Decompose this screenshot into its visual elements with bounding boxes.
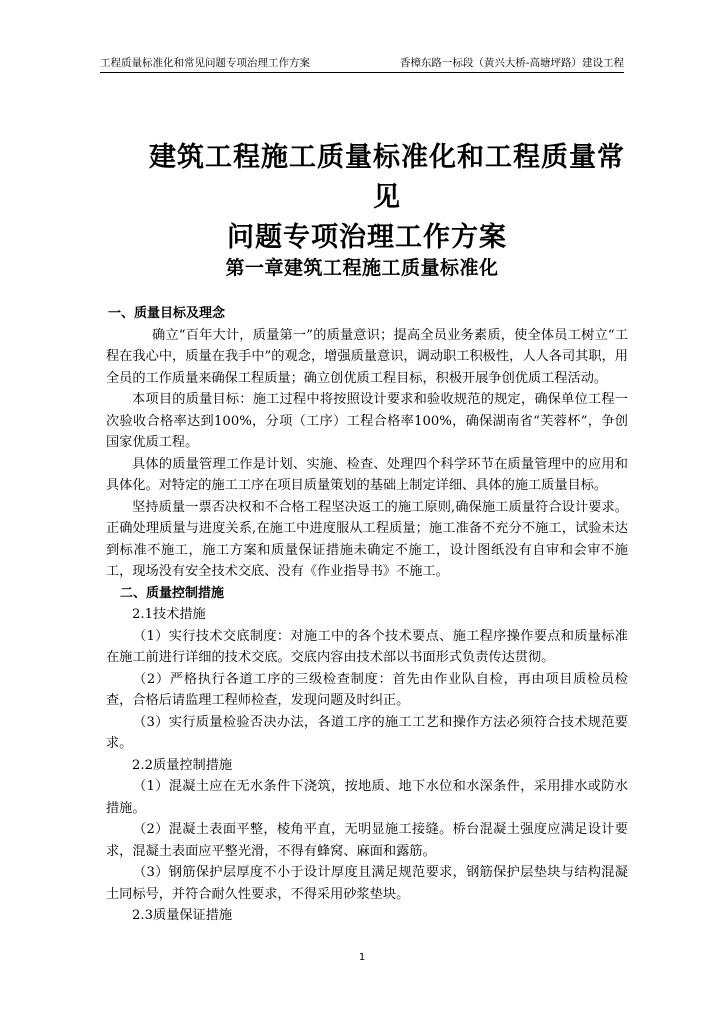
paragraph: （1）混凝土应在无水条件下浇筑，按地质、地下水位和水深条件，采用排水或防水措施。 [106, 779, 628, 816]
section-heading-2: 二、质量控制措施 [120, 585, 225, 601]
subsection-heading: 2.3质量保证措施 [132, 908, 233, 923]
title-line-1: 建筑工程施工质量标准化和工程质量常见 [149, 142, 625, 213]
page-header [100, 50, 624, 73]
section-heading-1: 一、质量目标及理念 [108, 306, 226, 321]
paragraph: （3）实行质量检验否决办法，各道工序的施工工艺和操作方法必须符合技术规范要求。 [106, 714, 628, 751]
document-title [100, 138, 634, 258]
title-line-2: 问题专项治理工作方案 [227, 222, 507, 253]
paragraph: （3）钢筋保护层厚度不小于设计厚度且满足规范要求，钢筋保护层垫块与结构混凝土同标号，并符合耐久性要求，不得采用砂浆垫块。 [106, 865, 628, 902]
paragraph: （2）严格执行各道工序的三级检查制度：首先由作业队自检，再由项目质检员检查，合格后请监理工程师检查，发现问题及时纠正。 [106, 671, 628, 708]
paragraph: （2）混凝土表面平整，棱角平直，无明显施工接缝。桥台混凝土强度应满足设计要求，混凝土表面应平整光滑，不得有蜂窝、麻面和露筋。 [106, 822, 628, 859]
paragraph: 具体的质量管理工作是计划、实施、检查、处理四个科学环节在质量管理中的应用和具体化。对特定的施工工序在项目质量策划的基础上制定详细、具体的施工质量目标。 [106, 456, 628, 493]
header-right-text: 香樟东路一标段（黄兴大桥-高塘坪路）建设工程 [399, 57, 624, 69]
subsection-heading: 2.1技术措施 [132, 607, 206, 622]
header-left-text: 工程质量标准化和常见问题专项治理工作方案 [100, 57, 310, 69]
paragraph: 坚持质量一票否决权和不合格工程坚决返工的施工原则,确保施工质量符合设计要求。正确处理质量与进度关系,在施工中进度服从工程质量；施工准备不充分不施工，试验未达到标准不施工，施工方案和质量保证措施未确定不施工，设计图纸没有自审和会审不施工，现场没有安全技术交底、没有《作业指导书》不施工。 [106, 499, 628, 579]
paragraph: 本项目的质量目标：施工过程中将按照设计要求和验收规范的规定，确保单位工程一次验收合格率达到100%，分项（工序）工程合格率100%，确保湖南省“芙蓉杯”，争创国家优质工程。 [106, 392, 628, 450]
page-number: 1 [358, 952, 366, 963]
subsection-heading: 2.2质量控制措施 [132, 757, 233, 773]
document-body [106, 303, 628, 927]
paragraph: 确立“百年大计，质量第一”的质量意识；提高全员业务素质，使全体员工树立“工程在我心中，质量在我手中”的观念，增强质量意识，调动职工积极性，人人各司其职，用全员的工作质量来确保工程质量；确立创优质工程目标，积极开展争创优质工程活动。 [106, 327, 628, 386]
chapter-heading: 第一章建筑工程施工质量标准化 [225, 257, 499, 279]
paragraph: （1）实行技术交底制度：对施工中的各个技术要点、施工程序操作要点和质量标准在施工前进行详细的技术交底。交底内容由技术部以书面形式负责传达贯彻。 [106, 628, 628, 665]
